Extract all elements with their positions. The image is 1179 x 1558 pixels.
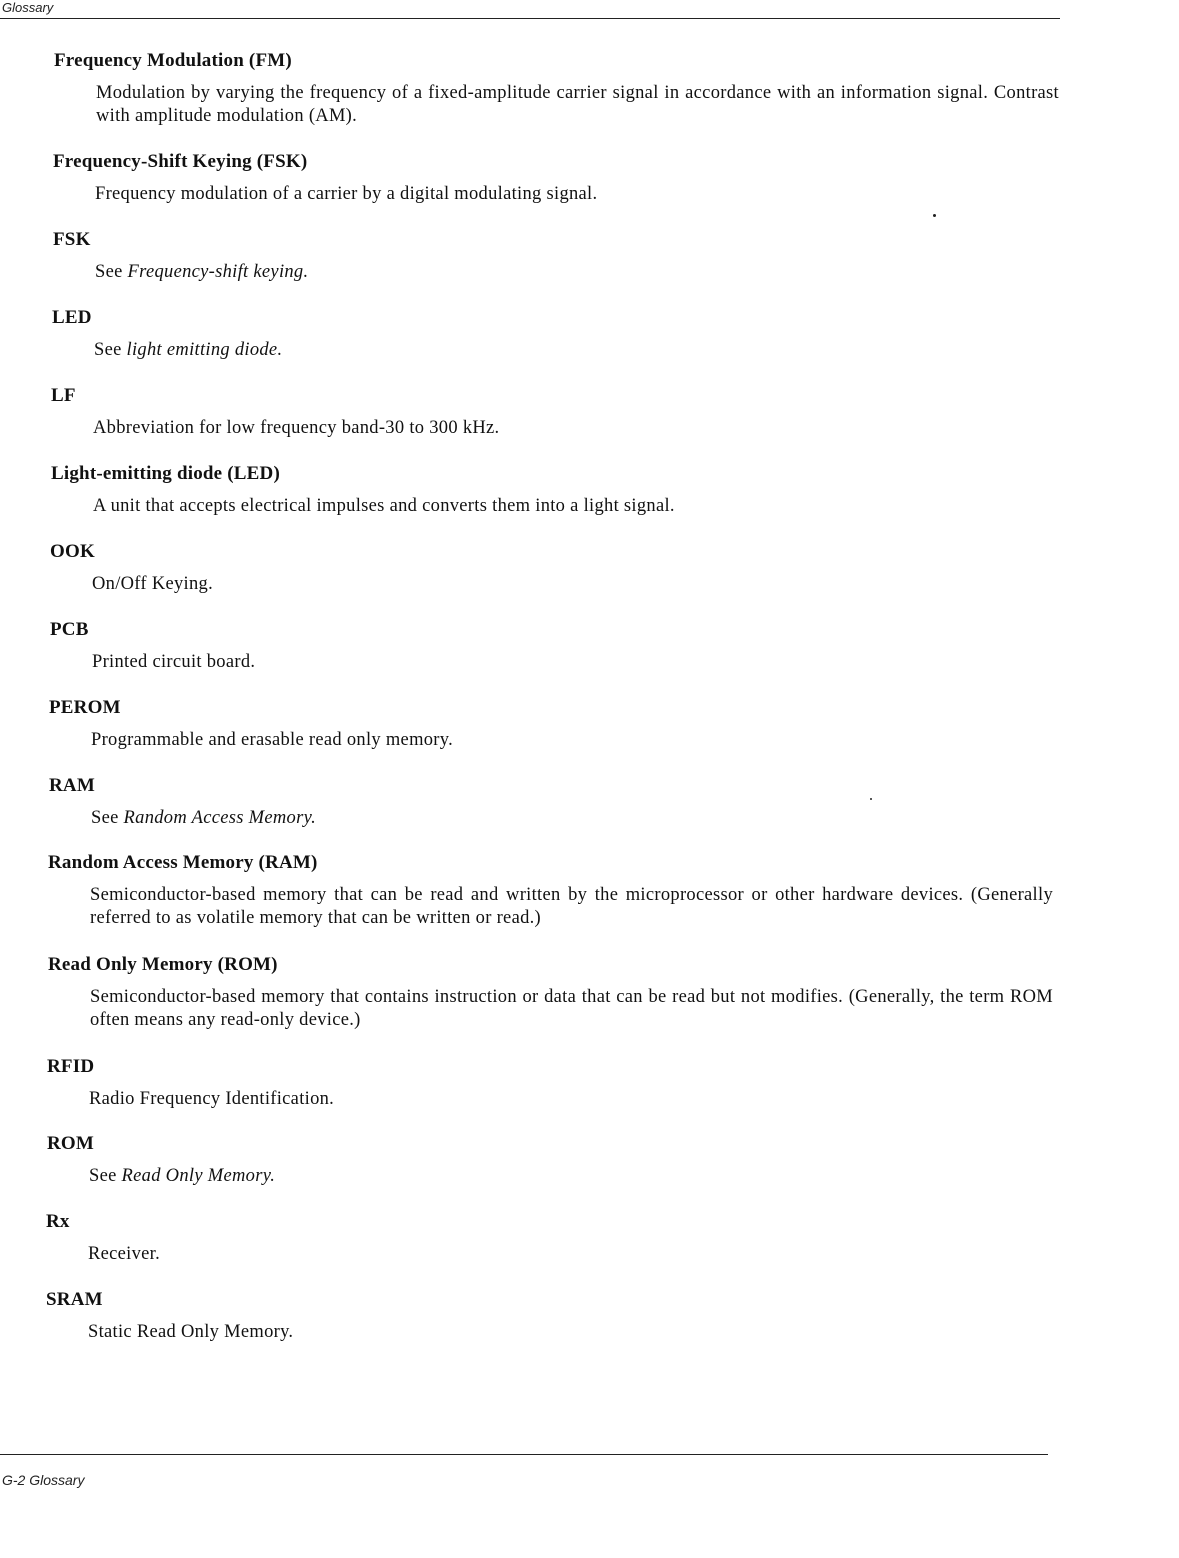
glossary-entry <box>50 619 1055 674</box>
definition-text: Frequency modulation of a carrier by a digital modulating signal. <box>95 184 598 204</box>
glossary-term: PEROM <box>49 697 121 718</box>
cross-reference: light emitting diode. <box>126 340 283 360</box>
definition-text: Modulation by varying the frequency of a fixed-amplitude carrier signal in accordance with an information signal. Contrast with amplitude modulation (AM). <box>96 83 1059 126</box>
glossary-definition <box>91 729 1054 752</box>
scan-speck <box>870 798 872 800</box>
glossary-term: SRAM <box>46 1289 103 1310</box>
definition-text: Receiver. <box>88 1244 161 1264</box>
glossary-entry <box>48 954 1053 1032</box>
glossary-entry <box>51 385 1056 440</box>
glossary-entry <box>46 1289 1051 1344</box>
cross-reference: Random Access Memory. <box>123 808 317 828</box>
glossary-entry <box>51 463 1056 518</box>
footer-rule <box>0 1454 1048 1455</box>
glossary-term: FSK <box>53 229 91 250</box>
glossary-entry <box>49 697 1054 752</box>
glossary-term: ROM <box>47 1133 95 1154</box>
glossary-term: Read Only Memory (ROM) <box>48 954 278 975</box>
glossary-definition <box>92 651 1055 674</box>
cross-reference: Frequency-shift keying. <box>127 262 309 282</box>
glossary-definition <box>95 261 1058 284</box>
definition-text: On/Off Keying. <box>92 574 214 594</box>
definition-text: Programmable and erasable read only memory. <box>91 730 454 750</box>
glossary-definition <box>93 495 1056 518</box>
scan-speck <box>933 214 936 217</box>
glossary-term: Frequency Modulation (FM) <box>54 50 292 71</box>
page-footer: G-2 Glossary <box>2 1472 85 1488</box>
definition-text: Semiconductor-based memory that contains instruction or data that can be read but not modifies. (Generally, the term ROM often means any read-only device.) <box>90 987 1053 1030</box>
definition-text: Printed circuit board. <box>92 652 256 672</box>
glossary-term: LF <box>51 385 76 406</box>
glossary-entry <box>50 541 1055 596</box>
glossary-definition <box>92 573 1055 596</box>
glossary-definition <box>91 807 1054 830</box>
definition-text: See <box>89 1166 122 1186</box>
glossary-entry <box>46 1211 1051 1266</box>
glossary-term: LED <box>52 307 92 328</box>
glossary-term: Frequency-Shift Keying (FSK) <box>53 151 308 172</box>
glossary-definition <box>89 1165 1052 1188</box>
definition-text: Semiconductor-based memory that can be read and written by the microprocessor or other hardware devices. (Generally referred to as volatile memory that can be written or read.) <box>90 885 1053 928</box>
glossary-definition <box>90 884 1053 930</box>
glossary-term: Light-emitting diode (LED) <box>51 463 280 484</box>
glossary-definition <box>89 1088 1052 1111</box>
glossary-entry <box>47 1133 1052 1188</box>
glossary-entry <box>49 775 1054 830</box>
glossary-entry <box>48 852 1053 930</box>
cross-reference: Read Only Memory. <box>121 1166 276 1186</box>
definition-text: A unit that accepts electrical impulses and converts them into a light signal. <box>93 496 675 516</box>
glossary-term: Rx <box>46 1211 70 1232</box>
glossary-definition <box>96 82 1059 128</box>
glossary-definition <box>88 1243 1051 1266</box>
glossary-entry <box>54 50 1059 128</box>
glossary-entry <box>52 307 1057 362</box>
glossary-definition <box>95 183 1058 206</box>
definition-text: See <box>95 262 128 282</box>
glossary-definition <box>90 986 1053 1032</box>
glossary-term: RAM <box>49 775 95 796</box>
glossary-term: Random Access Memory (RAM) <box>48 852 318 873</box>
glossary-entry <box>53 229 1058 284</box>
definition-text: Static Read Only Memory. <box>88 1322 294 1342</box>
glossary-term: PCB <box>50 619 89 640</box>
glossary-term: RFID <box>47 1056 95 1077</box>
header-rule <box>0 18 1060 19</box>
glossary-entry <box>53 151 1058 206</box>
glossary-term: OOK <box>50 541 95 562</box>
definition-text: Radio Frequency Identification. <box>89 1089 335 1109</box>
definition-text: See <box>91 808 124 828</box>
glossary-definition <box>93 417 1056 440</box>
glossary-entry <box>47 1056 1052 1111</box>
definition-text: Abbreviation for low frequency band-30 to 300 kHz. <box>93 418 500 438</box>
running-header: Glossary <box>2 0 54 15</box>
glossary-definition <box>88 1321 1051 1344</box>
glossary-definition <box>94 339 1057 362</box>
definition-text: See <box>94 340 127 360</box>
